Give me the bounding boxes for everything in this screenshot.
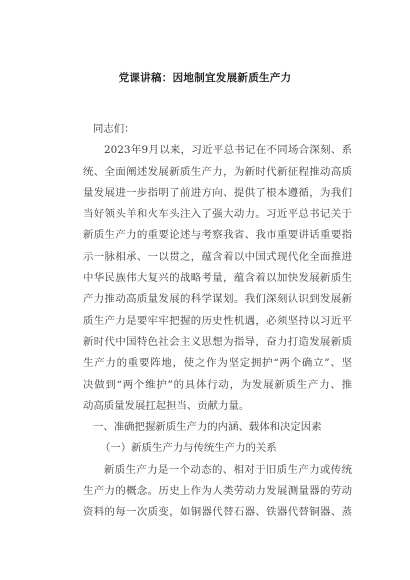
paragraph-line: 统、全面阐述发展新质生产力，为新时代新征程推动高质 — [83, 165, 352, 178]
document-title: 党课讲稿：因地制宜发展新质生产力 — [118, 72, 292, 84]
paragraph-line: 质生产力是要牢牢把握的历史性机遇，必须坚持以习近平 — [83, 314, 352, 327]
paragraph-line: 新质生产力的重要论述与考察我省、我市重要讲话重要指 — [83, 229, 352, 242]
paragraph-line: 当好领头羊和火车头注入了强大动力。习近平总书记关于 — [83, 208, 352, 221]
paragraph-line: 中华民族伟大复兴的战略考量，蕴含着以加快发展新质生 — [83, 272, 352, 285]
section-heading: 一、准确把握新质生产力的内涵、载体和决定因素 — [93, 421, 322, 434]
salutation: 同志们： — [93, 123, 135, 135]
paragraph-line: 新质生产力是一个动态的、相对于旧质生产力或传统 — [104, 463, 352, 476]
paragraph-line: 2023年9月以来，习近平总书记在不同场合深刻、系 — [104, 144, 352, 157]
paragraph-line: 示一脉相承、一以贯之，蕴含着以中国式现代化全面推进 — [83, 250, 352, 263]
paragraph-line: 产力推动高质量发展的科学谋划。我们深刻认识到发展新 — [83, 293, 352, 306]
paragraph-line: 量发展进一步指明了前进方向、提供了根本遵循，为我们 — [83, 186, 352, 199]
paragraph-line: 新时代中国特色社会主义思想为指导，奋力打造发展新质 — [83, 335, 352, 348]
document-body — [83, 119, 352, 524]
paragraph-line: 资料的每一次质变，如铜器代替石器、铁器代替铜器、蒸 — [83, 506, 352, 519]
paragraph-line: 动高质量发展扛起担当、贡献力量。 — [83, 399, 250, 412]
paragraph-line: 生产力的重要阵地，使之作为坚定拥护“两个确立”、坚 — [83, 357, 352, 370]
paragraph-line: 生产力的概念。历史上作为人类劳动力发展测量器的劳动 — [83, 485, 352, 498]
paragraph-line: 决做到“两个维护”的具体行动，为发展新质生产力、推 — [83, 378, 352, 391]
subsection-heading: （一）新质生产力与传统生产力的关系 — [100, 442, 277, 455]
